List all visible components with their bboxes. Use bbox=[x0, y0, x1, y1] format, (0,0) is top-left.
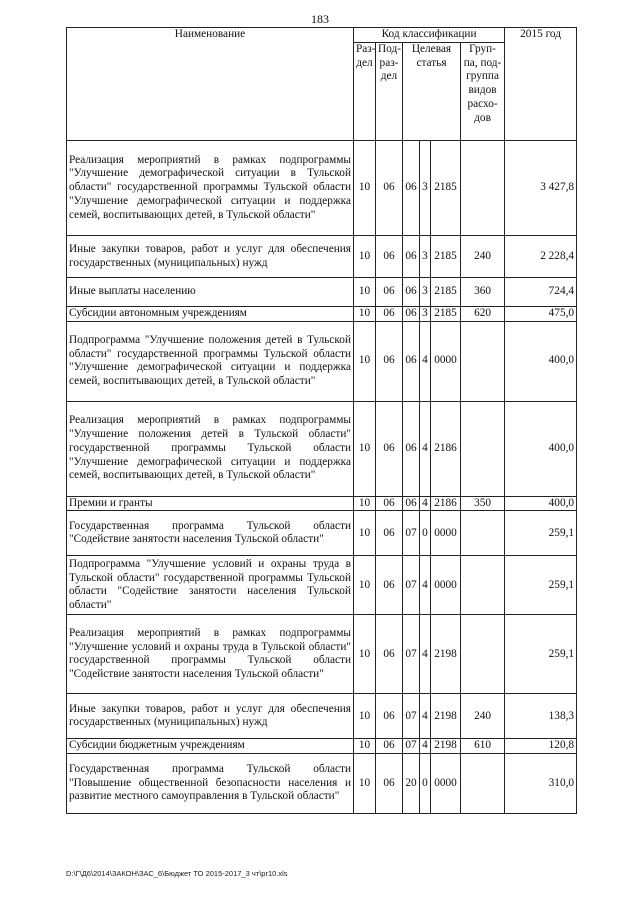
row-target-direction: 2198 bbox=[431, 694, 461, 739]
row-target-direction: 2185 bbox=[431, 236, 461, 278]
row-expense-type: 620 bbox=[461, 307, 505, 322]
table-row bbox=[67, 615, 577, 694]
row-name: Подпрограмма "Улучшение положения детей в Тульской области" государственной программы Тульской области "Улучшение демографической ситуации и поддержка семей, воспитывающих детей, в Тульской области" bbox=[67, 321, 354, 401]
row-section: 10 bbox=[354, 754, 376, 814]
row-expense-type bbox=[461, 556, 505, 615]
row-amount-2015: 120,8 bbox=[505, 739, 577, 754]
row-section: 10 bbox=[354, 401, 376, 496]
row-target-direction: 2198 bbox=[431, 615, 461, 694]
row-target-subprogram: 4 bbox=[420, 556, 431, 615]
table-row bbox=[67, 754, 577, 814]
row-section: 10 bbox=[354, 321, 376, 401]
row-name: Реализация мероприятий в рамках подпрограммы "Улучшение положения детей в Тульской области" государственной программы Тульской области "Улучшение демографической ситуации и поддержка семей, воспитывающих детей, в Тульской области" bbox=[67, 401, 354, 496]
row-section: 10 bbox=[354, 511, 376, 556]
row-target-subprogram: 0 bbox=[420, 511, 431, 556]
row-subsection: 06 bbox=[376, 496, 403, 511]
row-target-direction: 2198 bbox=[431, 739, 461, 754]
row-target-subprogram: 3 bbox=[420, 236, 431, 278]
row-amount-2015: 724,4 bbox=[505, 278, 577, 307]
row-subsection: 06 bbox=[376, 739, 403, 754]
header-subsection: Под-раз-дел bbox=[376, 43, 403, 141]
table-row bbox=[67, 511, 577, 556]
table-row bbox=[67, 278, 577, 307]
header-target-article: Целевая статья bbox=[403, 43, 461, 141]
row-name: Субсидии бюджетным учреждениям bbox=[67, 739, 354, 754]
row-name: Подпрограмма "Улучшение условий и охраны труда в Тульской области" государственной программы Тульской области "Содействие занятости населения Тульской области" bbox=[67, 556, 354, 615]
header-row-top bbox=[67, 28, 577, 43]
table-row bbox=[67, 496, 577, 511]
row-target-direction: 2186 bbox=[431, 496, 461, 511]
row-target-direction: 0000 bbox=[431, 556, 461, 615]
row-amount-2015: 259,1 bbox=[505, 556, 577, 615]
row-subsection: 06 bbox=[376, 278, 403, 307]
row-target-program: 06 bbox=[403, 236, 420, 278]
header-year: 2015 год bbox=[505, 28, 577, 141]
row-expense-type: 360 bbox=[461, 278, 505, 307]
row-amount-2015: 2 228,4 bbox=[505, 236, 577, 278]
row-name: Иные закупки товаров, работ и услуг для обеспечения государственных (муниципальных) нужд bbox=[67, 694, 354, 739]
row-target-program: 07 bbox=[403, 694, 420, 739]
row-section: 10 bbox=[354, 556, 376, 615]
table-row bbox=[67, 694, 577, 739]
row-amount-2015: 259,1 bbox=[505, 511, 577, 556]
row-expense-type bbox=[461, 401, 505, 496]
row-target-subprogram: 3 bbox=[420, 307, 431, 322]
row-target-program: 06 bbox=[403, 307, 420, 322]
row-section: 10 bbox=[354, 739, 376, 754]
row-target-program: 07 bbox=[403, 556, 420, 615]
table-row bbox=[67, 236, 577, 278]
row-target-program: 07 bbox=[403, 615, 420, 694]
row-expense-type bbox=[461, 754, 505, 814]
row-target-program: 07 bbox=[403, 511, 420, 556]
row-subsection: 06 bbox=[376, 556, 403, 615]
row-subsection: 06 bbox=[376, 694, 403, 739]
budget-table bbox=[66, 27, 577, 814]
row-subsection: 06 bbox=[376, 141, 403, 236]
row-target-direction: 2185 bbox=[431, 278, 461, 307]
row-target-subprogram: 0 bbox=[420, 754, 431, 814]
row-amount-2015: 400,0 bbox=[505, 401, 577, 496]
page-number: 183 bbox=[311, 12, 329, 26]
header-classification-code: Код классификации bbox=[354, 28, 505, 43]
header-expense-group: Груп-па, под-группа видов расхо-дов bbox=[461, 43, 505, 141]
row-target-direction: 0000 bbox=[431, 321, 461, 401]
row-subsection: 06 bbox=[376, 754, 403, 814]
row-name: Государственная программа Тульской области "Повышение общественной безопасности населения и развитие местного самоуправления в Тульской области" bbox=[67, 754, 354, 814]
row-section: 10 bbox=[354, 694, 376, 739]
row-target-program: 06 bbox=[403, 496, 420, 511]
row-target-program: 06 bbox=[403, 141, 420, 236]
row-target-direction: 2185 bbox=[431, 307, 461, 322]
row-subsection: 06 bbox=[376, 401, 403, 496]
row-target-direction: 0000 bbox=[431, 754, 461, 814]
row-subsection: 06 bbox=[376, 236, 403, 278]
row-name: Премии и гранты bbox=[67, 496, 354, 511]
row-expense-type: 350 bbox=[461, 496, 505, 511]
table-row bbox=[67, 739, 577, 754]
header-name: Наименование bbox=[67, 28, 354, 141]
row-target-subprogram: 4 bbox=[420, 496, 431, 511]
row-section: 10 bbox=[354, 307, 376, 322]
table-row bbox=[67, 556, 577, 615]
row-target-subprogram: 3 bbox=[420, 278, 431, 307]
row-amount-2015: 475,0 bbox=[505, 307, 577, 322]
row-amount-2015: 400,0 bbox=[505, 496, 577, 511]
row-target-program: 06 bbox=[403, 321, 420, 401]
row-section: 10 bbox=[354, 141, 376, 236]
row-name: Иные выплаты населению bbox=[67, 278, 354, 307]
row-amount-2015: 310,0 bbox=[505, 754, 577, 814]
row-amount-2015: 259,1 bbox=[505, 615, 577, 694]
row-amount-2015: 3 427,8 bbox=[505, 141, 577, 236]
row-target-subprogram: 4 bbox=[420, 615, 431, 694]
row-expense-type: 610 bbox=[461, 739, 505, 754]
row-target-subprogram: 4 bbox=[420, 739, 431, 754]
file-path-footer: D:\Г\Д6\2014\ЗАКОН\ЗАС_6\Бюджет ТО 2015-2017_3 чт\pr10.xls bbox=[66, 869, 288, 878]
row-expense-type: 240 bbox=[461, 694, 505, 739]
row-target-program: 07 bbox=[403, 739, 420, 754]
row-subsection: 06 bbox=[376, 307, 403, 322]
row-section: 10 bbox=[354, 278, 376, 307]
row-target-program: 06 bbox=[403, 401, 420, 496]
row-expense-type bbox=[461, 615, 505, 694]
row-target-subprogram: 3 bbox=[420, 141, 431, 236]
row-subsection: 06 bbox=[376, 321, 403, 401]
row-subsection: 06 bbox=[376, 615, 403, 694]
row-name: Реализация мероприятий в рамках подпрограммы "Улучшение условий и охраны труда в Тульской области" государственной программы Тульской области "Содействие занятости населения Тульской области" bbox=[67, 615, 354, 694]
table-row bbox=[67, 141, 577, 236]
row-target-subprogram: 4 bbox=[420, 321, 431, 401]
row-target-subprogram: 4 bbox=[420, 694, 431, 739]
row-target-direction: 2185 bbox=[431, 141, 461, 236]
row-name: Иные закупки товаров, работ и услуг для обеспечения государственных (муниципальных) нужд bbox=[67, 236, 354, 278]
row-section: 10 bbox=[354, 236, 376, 278]
row-target-program: 06 bbox=[403, 278, 420, 307]
row-expense-type bbox=[461, 321, 505, 401]
row-section: 10 bbox=[354, 615, 376, 694]
row-expense-type bbox=[461, 141, 505, 236]
row-name: Государственная программа Тульской области "Содействие занятости населения Тульской области" bbox=[67, 511, 354, 556]
table-row bbox=[67, 401, 577, 496]
row-subsection: 06 bbox=[376, 511, 403, 556]
table-row bbox=[67, 321, 577, 401]
row-section: 10 bbox=[354, 496, 376, 511]
row-target-program: 20 bbox=[403, 754, 420, 814]
row-expense-type: 240 bbox=[461, 236, 505, 278]
row-name: Субсидии автономным учреждениям bbox=[67, 307, 354, 322]
row-target-direction: 0000 bbox=[431, 511, 461, 556]
row-target-subprogram: 4 bbox=[420, 401, 431, 496]
header-section: Раз-дел bbox=[354, 43, 376, 141]
row-target-direction: 2186 bbox=[431, 401, 461, 496]
row-name: Реализация мероприятий в рамках подпрограммы "Улучшение демографической ситуации в Тульской области" государственной программы Тульской области "Улучшение демографической ситуации и поддержка семей, воспитывающих детей, в Тульской области" bbox=[67, 141, 354, 236]
row-expense-type bbox=[461, 511, 505, 556]
table-row bbox=[67, 307, 577, 322]
row-amount-2015: 400,0 bbox=[505, 321, 577, 401]
row-amount-2015: 138,3 bbox=[505, 694, 577, 739]
